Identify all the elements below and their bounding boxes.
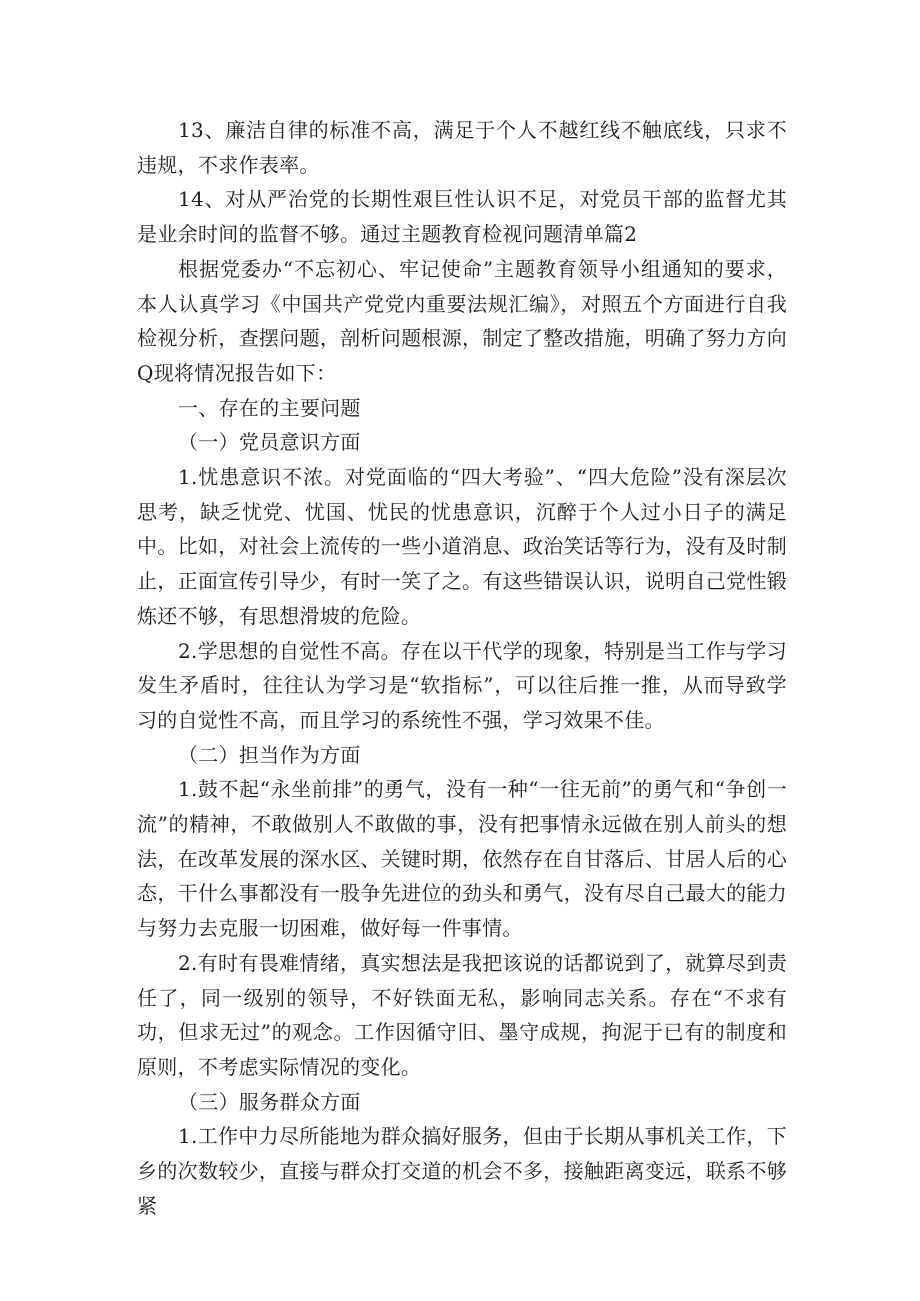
paragraph-item-13: 13、廉洁自律的标准不高，满足于个人不越红线不触底线，只求不违规，不求作表率。 bbox=[137, 118, 787, 177]
section-heading-main-problems: 一、存在的主要问题 bbox=[178, 395, 361, 420]
subheading-serving-masses: （三）服务群众方面 bbox=[178, 1089, 361, 1114]
paragraph-fear-of-difficulty: 2.有时有畏难情绪，真实想法是我把该说的话都说到了，就算尽到责任了，同一级别的领导，不好铁面无私，影响同志关系。存在“不求有功，但求无过”的观念。工作因循守旧、墨守成规，拘泥于已有的制度和原则，不考虑实际情况的变化。 bbox=[137, 950, 787, 1079]
paragraph-front-row-courage: 1.鼓不起“永坐前排”的勇气，没有一种“一往无前”的勇气和“争创一流”的精神，不敢做别人不敢做的事，没有把事情永远做在别人前头的想法，在改革发展的深水区、关键时期，依然存在自甘落后、甘居人后的心态，干什么事都没有一股争先进位的劲头和勇气，没有尽自己最大的能力与努力去克服一切困难，做好每一件事情。 bbox=[137, 777, 787, 941]
subheading-party-awareness: （一）党员意识方面 bbox=[178, 430, 361, 455]
paragraph-intro: 根据党委办“不忘初心、牢记使命”主题教育领导小组通知的要求，本人认真学习《中国共产党党内重要法规汇编》，对照五个方面进行自我检视分析，查摆问题，剖析问题根源，制定了整改措施，明确了努力方向Q现将情况报告如下： bbox=[137, 256, 787, 385]
subheading-responsibility: （二）担当作为方面 bbox=[178, 742, 361, 767]
document-body bbox=[137, 113, 787, 1224]
paragraph-item-14: 14、对从严治党的长期性艰巨性认识不足，对党员干部的监督尤其是业余时间的监督不够。通过主题教育检视问题清单篇2 bbox=[137, 187, 787, 247]
paragraph-serving-masses: 1.工作中力尽所能地为群众搞好服务，但由于长期从事机关工作，下乡的次数较少，直接与群众打交道的机会不多，接触距离变远，联系不够紧 bbox=[137, 1124, 787, 1218]
paragraph-study-consciousness: 2.学思想的自觉性不高。存在以干代学的现象，特别是当工作与学习发生矛盾时，往往认为学习是“软指标”，可以往后推一推，从而导致学习的自觉性不高，而且学习的系统性不强，学习效果不佳。 bbox=[137, 638, 787, 732]
paragraph-anxiety-awareness: 1.忧患意识不浓。对党面临的“四大考验”、“四大危险”没有深层次思考，缺乏忧党、忧国、忧民的忧患意识，沉醉于个人过小日子的满足中。比如，对社会上流传的一些小道消息、政治笑话等行为，没有及时制止，正面宣传引导少，有时一笑了之。有这些错误认识，说明自己党性锻炼还不够，有思想滑坡的危险。 bbox=[137, 465, 787, 628]
